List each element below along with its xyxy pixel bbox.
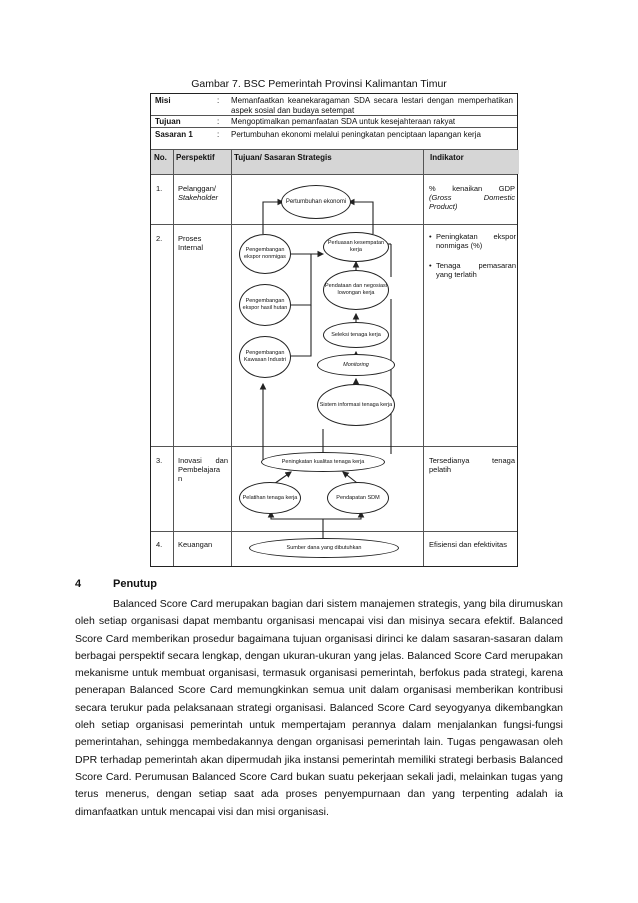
oval-kawasan-industri: Pengembangan Kawasan Industri (239, 336, 291, 378)
oval-seleksi-tenaga-kerja: Seleksi tenaga kerja (323, 322, 389, 348)
section-paragraph (75, 596, 563, 821)
oval-sistem-informasi: Sistem informasi tenaga kerja (317, 384, 395, 426)
row2-bullet-1: • (429, 232, 432, 241)
row2-perspektif-a: Proses (178, 234, 202, 243)
sasaran-label: Sasaran 1 (155, 130, 193, 139)
row1-no: 1. (156, 184, 163, 193)
misi-text: Memanfaatkan keanekaragaman SDA secara lestari dengan memperhatikan aspek sosial dan budaya setempat (231, 96, 513, 115)
oval-pertumbuhan-ekonomi: Pertumbuhan ekonomi (281, 185, 351, 219)
row2-bullet-2: • (429, 261, 432, 270)
sasaran-text: Pertumbuhan ekonomi melalui peningkatan penciptaan lapangan kerja (231, 130, 481, 139)
row1-indikator-b: (Gross Domestic Product) (429, 193, 515, 211)
sasaran-colon: : (217, 130, 220, 139)
tujuan-label: Tujuan (155, 117, 181, 126)
oval-pendataan-lowongan: Pendataan dan negosiasi lowongan kerja (323, 270, 389, 310)
row2-perspektif-b: Internal (178, 243, 204, 252)
row2-indikator-2: Tenaga pemasaran yang terlatih (436, 261, 516, 279)
section-title: Penutup (113, 578, 157, 590)
row1-indikator-a: % kenaikan GDP (429, 184, 515, 193)
col-indikator-header: Indikator (430, 153, 464, 162)
row3-perspektif-a: Inovasi dan Pembelajara (178, 456, 228, 474)
tujuan-colon: : (217, 117, 220, 126)
misi-label: Misi (155, 96, 171, 105)
tujuan-text: Mengoptimalkan pemanfaatan SDA untuk kesejahteraan rakyat (231, 117, 456, 126)
oval-ekspor-nonmigas: Pengembangan ekspor nonmigas (239, 234, 291, 274)
row2-indikator-1: Peningkatan ekspor nonmigas (%) (436, 232, 516, 250)
row4-no: 4. (156, 540, 163, 549)
row4-indikator: Efisiensi dan efektivitas (429, 540, 507, 549)
misi-colon: : (217, 96, 220, 105)
paragraph-text: Balanced Score Card merupakan bagian dari sistem manajemen strategis, yang bila dirumuskan oleh setiap organisasi dapat membantu organisasi mencapai visi dan misinya secara efektif. Balanced Score Card memberikan prosedur bagaimana tujuan organisasi dirinci ke dalam sasaran-sasaran dalam berbagai perspektif secara lengkap, dengan ukuran-ukuran yang jelas. Balanced Score Card merupakan mekanisme untuk membuat organisasi, termasuk organisasi pemerintah, berfokus pada strategi, karena penerapan Balanced Score Card memungkinkan semua unit dalam organisasi memberikan kontribusi secara terukur pada pelaksanaan strategi organisasi. Balanced Score Card seyogyanya dikembangkan oleh setiap organisasi pemerintah untuk mempertajam perannya dalam menjalankan fungsi-fungsi pemerintahan, sehingga membedakannya dengan organisasi pemerintah lain. Tugas pengawasan oleh DPR terhadap pemerintah akan dipermudah jika instansi pemerintah memiliki strategi berbasis Balanced Score Card. Perumusan Balanced Score Card bukan suatu pekerjaan sekali jadi, melainkan tugas yang terus menerus, dengan setiap saat ada proses penyempurnaan dan yang terpenting adalah ia dimanfaatkan untuk mencapai visi dan misi organisasi. (75, 598, 563, 818)
row3-perspektif-b: n (178, 474, 183, 483)
row1-perspektif-b: Stakeholder (178, 193, 219, 202)
row2-no: 2. (156, 234, 163, 243)
row4-perspektif: Keuangan (178, 540, 213, 549)
oval-pelatihan-tenaga-kerja: Pelatihan tenaga kerja (239, 482, 301, 514)
bsc-figure-table (150, 93, 518, 567)
col-tujuan-header: Tujuan/ Sasaran Strategis (234, 153, 332, 162)
section-number: 4 (75, 578, 82, 590)
row3-indikator: Tersedianya tenaga pelatih (429, 456, 515, 474)
oval-sumber-dana: Sumber dana yang dibutuhkan (249, 538, 399, 558)
row1-perspektif-a: Pelanggan/ (178, 184, 216, 193)
oval-ekspor-hasil-hutan: Pengembangan ekspor hasil hutan (239, 284, 291, 326)
col-no-header: No. (154, 153, 167, 162)
oval-peningkatan-kualitas: Peningkatan kualitas tenaga kerja (261, 452, 385, 472)
oval-perluasan-kesempatan-kerja: Perluasan kesempatan kerja (323, 232, 389, 262)
row3-no: 3. (156, 456, 163, 465)
oval-pendapatan-sdm: Pendapatan SDM (327, 482, 389, 514)
oval-monitoring: Monitoring (317, 354, 395, 376)
section-heading (75, 578, 157, 590)
figure-caption: Gambar 7. BSC Pemerintah Provinsi Kalimantan Timur (191, 78, 447, 90)
col-perspektif-header: Perspektif (176, 153, 215, 162)
